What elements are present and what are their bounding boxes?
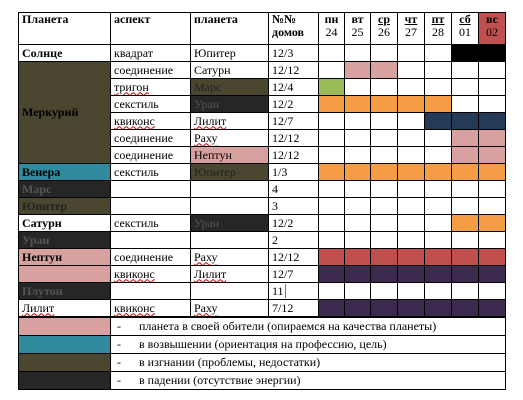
header-day-tue: вт 25: [345, 13, 371, 45]
day-cell: [452, 266, 479, 283]
day-cell: [452, 130, 479, 147]
day-cell: [452, 198, 479, 215]
day-cell: [319, 249, 345, 266]
header-planet: Планета: [19, 13, 111, 45]
day-cell: [425, 45, 452, 62]
aspect-cell: квиконс: [111, 266, 191, 283]
day-cell: [319, 266, 345, 283]
legend-swatch-obitel: [19, 318, 111, 336]
day-cell: [452, 147, 479, 164]
day-cell: [425, 198, 452, 215]
day-cell: [345, 198, 371, 215]
day-cell: [345, 164, 371, 181]
day-cell: [371, 96, 398, 113]
day-cell: [452, 232, 479, 249]
houses-cell: 12/7: [269, 266, 319, 283]
houses-cell: 12/12: [269, 147, 319, 164]
planet2-cell: [191, 283, 269, 300]
day-cell: [345, 147, 371, 164]
planet-cell: Юпитер: [19, 198, 111, 215]
day-cell: [479, 232, 506, 249]
houses-cell: 1/3: [269, 164, 319, 181]
houses-cell: 12/12: [269, 249, 319, 266]
planet2-cell: Юпитер: [191, 164, 269, 181]
day-cell: [425, 181, 452, 198]
day-cell: [371, 283, 398, 300]
aspect-cell: [111, 232, 191, 249]
day-cell: [345, 79, 371, 96]
legend-text: - в падении (отсутствие энергии): [111, 372, 506, 390]
day-cell: [425, 96, 452, 113]
day-cell: [345, 283, 371, 300]
day-cell: [479, 266, 506, 283]
table-row: [19, 164, 506, 181]
day-cell: [452, 113, 479, 130]
day-cell: [479, 62, 506, 79]
aspect-cell: соединение: [111, 147, 191, 164]
day-cell: [452, 300, 479, 317]
day-cell: [345, 62, 371, 79]
day-cell: [319, 283, 345, 300]
day-cell: [398, 130, 425, 147]
table-row: [19, 198, 506, 215]
day-cell: [319, 79, 345, 96]
day-cell: [479, 300, 506, 317]
day-cell: [319, 215, 345, 232]
day-cell: [479, 198, 506, 215]
day-cell: [319, 198, 345, 215]
legend-row: [19, 372, 506, 390]
houses-cell: 2: [269, 232, 319, 249]
day-cell: [398, 215, 425, 232]
aspect-cell: соединение: [111, 62, 191, 79]
table-row: [19, 232, 506, 249]
planet2-cell: Уран: [191, 96, 269, 113]
day-cell: [425, 266, 452, 283]
planet-cell: Лилит: [19, 300, 111, 317]
day-cell: [319, 147, 345, 164]
legend-text: - в изгнании (проблемы, недостатки): [111, 354, 506, 372]
day-cell: [319, 181, 345, 198]
aspect-cell: тригон: [111, 79, 191, 96]
houses-cell: 12/4: [269, 79, 319, 96]
table-row: [19, 249, 506, 266]
day-cell: [371, 147, 398, 164]
legend-row: [19, 354, 506, 372]
planet-cell: Нептун: [19, 249, 111, 266]
day-cell: [398, 45, 425, 62]
planet2-cell: [191, 181, 269, 198]
legend-swatch-padenie: [19, 372, 111, 390]
day-cell: [452, 164, 479, 181]
planet-cell: Солнце: [19, 45, 111, 62]
day-cell: [319, 164, 345, 181]
day-cell: [371, 215, 398, 232]
day-cell: [345, 130, 371, 147]
day-cell: [319, 130, 345, 147]
header-day-thu: чт 27: [398, 13, 425, 45]
day-cell: [319, 113, 345, 130]
day-cell: [371, 232, 398, 249]
day-cell: [398, 147, 425, 164]
aspect-cell: [111, 198, 191, 215]
planet-cell: Сатурн: [19, 215, 111, 232]
day-cell: [479, 147, 506, 164]
day-cell: [425, 249, 452, 266]
day-cell: [425, 164, 452, 181]
planet2-cell: Раху: [191, 130, 269, 147]
day-cell: [371, 198, 398, 215]
header-row: [19, 13, 506, 45]
planet2-cell: Нептун: [191, 147, 269, 164]
day-cell: [371, 300, 398, 317]
day-cell: [319, 300, 345, 317]
houses-cell: 12/3: [269, 45, 319, 62]
day-cell: [425, 147, 452, 164]
day-cell: [398, 164, 425, 181]
day-cell: [345, 45, 371, 62]
aspect-cell: [111, 283, 191, 300]
legend-swatch-vozvysh: [19, 336, 111, 354]
houses-cell: 12/2: [269, 215, 319, 232]
day-cell: [371, 113, 398, 130]
houses-cell: 11: [269, 283, 319, 300]
aspect-cell: соединение: [111, 130, 191, 147]
header-day-sun: вс 02: [479, 13, 506, 45]
day-cell: [398, 266, 425, 283]
aspect-cell: квиконс: [111, 113, 191, 130]
legend-table: [18, 317, 506, 390]
aspect-cell: секстиль: [111, 215, 191, 232]
day-cell: [398, 249, 425, 266]
day-cell: [452, 283, 479, 300]
table-row: [19, 283, 506, 300]
header-day-fri: пт 28: [425, 13, 452, 45]
day-cell: [479, 181, 506, 198]
day-cell: [398, 181, 425, 198]
planet-cell: Уран: [19, 232, 111, 249]
header-day-mon: пн 24: [319, 13, 345, 45]
planet2-cell: Лилит: [191, 113, 269, 130]
day-cell: [398, 62, 425, 79]
day-cell: [479, 79, 506, 96]
day-cell: [398, 79, 425, 96]
day-cell: [345, 300, 371, 317]
day-cell: [425, 232, 452, 249]
astro-table-wrapper: [18, 12, 506, 390]
legend-text: - в возвышении (ориентация на профессию, цель): [111, 336, 506, 354]
day-cell: [425, 300, 452, 317]
day-cell: [425, 130, 452, 147]
day-cell: [479, 45, 506, 62]
day-cell: [398, 96, 425, 113]
planet2-cell: Сатурн: [191, 62, 269, 79]
day-cell: [425, 215, 452, 232]
houses-cell: 12/7: [269, 113, 319, 130]
day-cell: [398, 232, 425, 249]
day-cell: [452, 62, 479, 79]
day-cell: [425, 79, 452, 96]
legend-row: [19, 336, 506, 354]
aspects-table: [18, 12, 506, 317]
day-cell: [345, 232, 371, 249]
planet-cell: Марс: [19, 181, 111, 198]
aspect-cell: секстиль: [111, 164, 191, 181]
day-cell: [345, 215, 371, 232]
legend-row: [19, 318, 506, 336]
day-cell: [345, 266, 371, 283]
houses-cell: 7/12: [269, 300, 319, 317]
legend-swatch-izgnanie: [19, 354, 111, 372]
table-row: [19, 300, 506, 317]
day-cell: [398, 283, 425, 300]
day-cell: [319, 96, 345, 113]
day-cell: [371, 164, 398, 181]
day-cell: [371, 79, 398, 96]
houses-cell: 12/12: [269, 62, 319, 79]
day-cell: [398, 300, 425, 317]
houses-cell: 12/12: [269, 130, 319, 147]
day-cell: [479, 96, 506, 113]
aspect-cell: соединение: [111, 249, 191, 266]
table-row: [19, 62, 506, 79]
day-cell: [371, 130, 398, 147]
planet2-cell: Уран: [191, 215, 269, 232]
day-cell: [452, 79, 479, 96]
day-cell: [319, 232, 345, 249]
day-cell: [345, 249, 371, 266]
day-cell: [479, 130, 506, 147]
planet2-cell: Лилит: [191, 266, 269, 283]
day-cell: [398, 113, 425, 130]
table-row: [19, 45, 506, 62]
planet2-cell: [191, 198, 269, 215]
day-cell: [479, 164, 506, 181]
day-cell: [452, 45, 479, 62]
planet-cell: [19, 266, 111, 283]
planet2-cell: Раху: [191, 300, 269, 317]
day-cell: [479, 113, 506, 130]
day-cell: [425, 113, 452, 130]
table-row: [19, 266, 506, 283]
header-aspect: аспект: [111, 13, 191, 45]
day-cell: [371, 249, 398, 266]
day-cell: [371, 181, 398, 198]
header-day-wed: ср 26: [371, 13, 398, 45]
day-cell: [452, 96, 479, 113]
planet-cell-mercury: Меркурий: [19, 62, 111, 164]
day-cell: [452, 249, 479, 266]
day-cell: [479, 215, 506, 232]
day-cell: [319, 45, 345, 62]
day-cell: [479, 283, 506, 300]
day-cell: [345, 96, 371, 113]
planet2-cell: [191, 232, 269, 249]
day-cell: [345, 113, 371, 130]
houses-cell: 4: [269, 181, 319, 198]
planet-cell: Плутон: [19, 283, 111, 300]
day-cell: [345, 181, 371, 198]
aspect-cell: секстиль: [111, 96, 191, 113]
day-cell: [425, 283, 452, 300]
planet2-cell: Юпитер: [191, 45, 269, 62]
table-row: [19, 181, 506, 198]
day-cell: [452, 181, 479, 198]
header-planet2: планета: [191, 13, 269, 45]
planet2-cell: Раху: [191, 249, 269, 266]
aspect-cell: квиконс: [111, 300, 191, 317]
legend-text: - планета в своей обители (опираемся на качества планеты): [111, 318, 506, 336]
planet2-cell: Марс: [191, 79, 269, 96]
houses-cell: 12/2: [269, 96, 319, 113]
aspect-cell: квадрат: [111, 45, 191, 62]
day-cell: [452, 215, 479, 232]
day-cell: [371, 266, 398, 283]
aspect-cell: [111, 181, 191, 198]
header-day-sat: сб 01: [452, 13, 479, 45]
table-row: [19, 215, 506, 232]
header-houses: №№ домов: [269, 13, 319, 45]
day-cell: [319, 62, 345, 79]
day-cell: [398, 198, 425, 215]
day-cell: [479, 249, 506, 266]
day-cell: [371, 45, 398, 62]
planet-cell: Венера: [19, 164, 111, 181]
day-cell: [371, 62, 398, 79]
houses-cell: 3: [269, 198, 319, 215]
day-cell: [425, 62, 452, 79]
